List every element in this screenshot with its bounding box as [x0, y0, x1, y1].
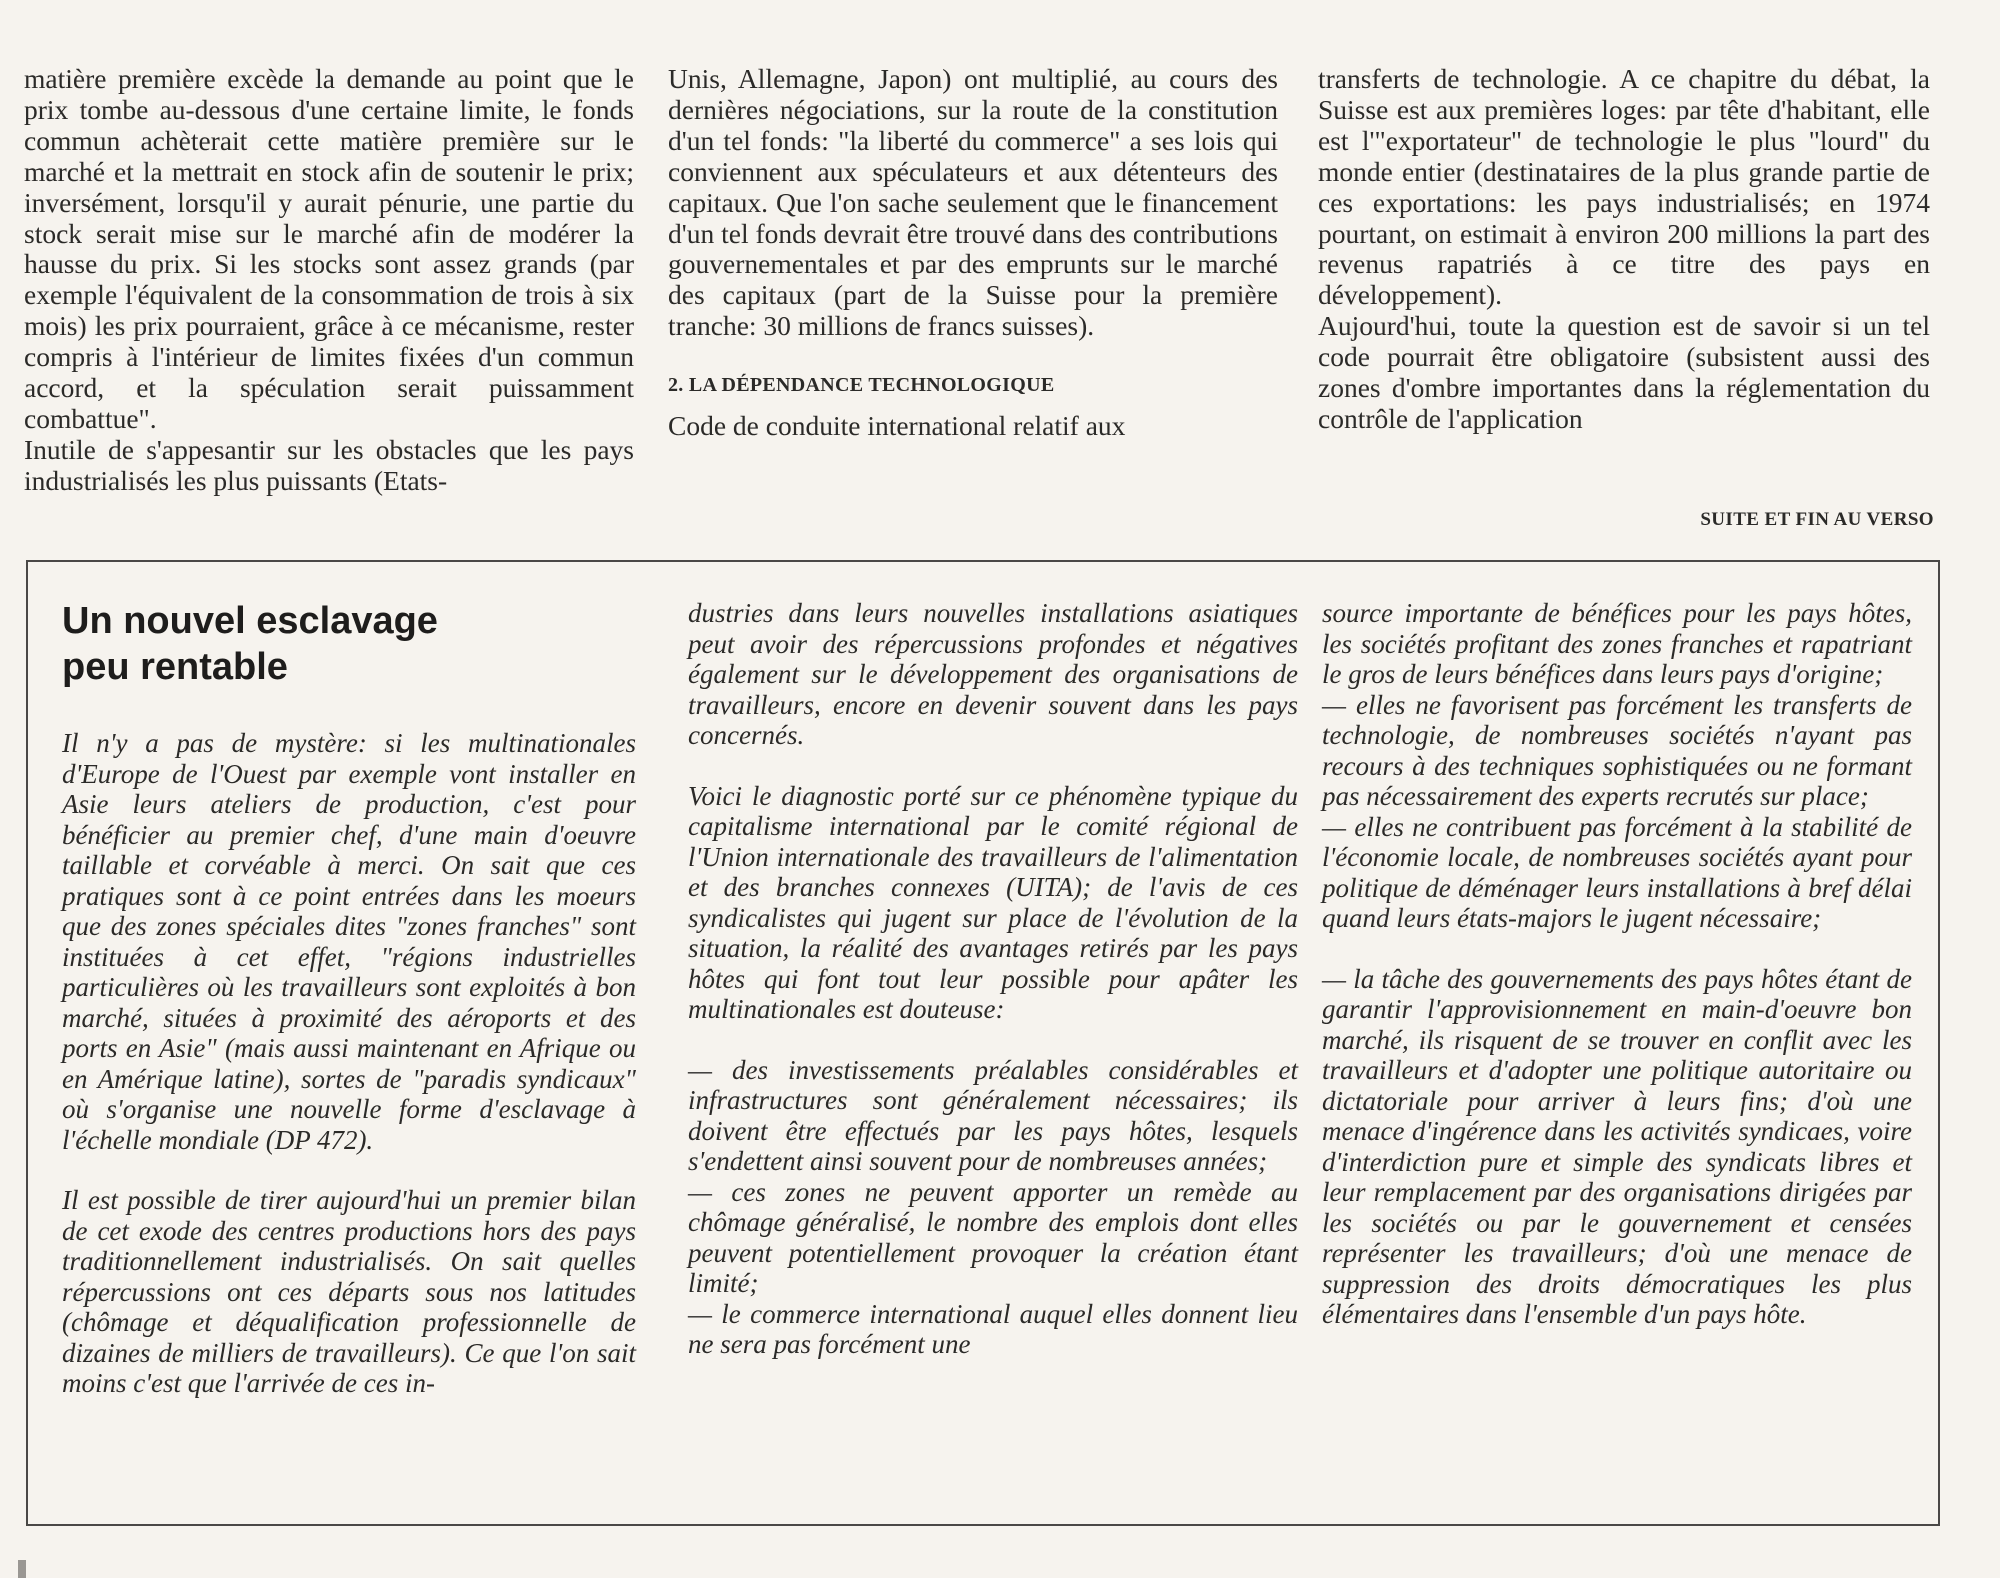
section-heading: 2. LA DÉPENDANCE TECHNOLOGIQUE: [668, 374, 1055, 397]
article-paragraph: Unis, Allemagne, Japon) ont multiplié, au cours des dernières négociations, sur la route de la constitution d'un tel fonds: "la liberté du commerce" a ses lois qui conviennent aux spéculateurs et aux détenteurs des capitaux. Que l'on sache seulement que le financement d'un tel fonds devrait être trouvé dans des contributions gouvernementales et par des emprunts sur le marché des capitaux (part de la Suisse pour la première tranche: 30 millions de francs suisses).: [668, 63, 1278, 342]
page-edge-mark: [18, 1560, 26, 1578]
box-list-item: — elles ne contribuent pas forcément à la stabilité de l'économie locale, de nombreuses sociétés ayant pour politique de déménager leurs installations à bref délai quand leurs états-majors le jugent nécessaire;: [1322, 811, 1912, 933]
sidebar-box: [26, 560, 1940, 1526]
article-column-3: [1318, 64, 1930, 435]
box-title-line-1: Un nouvel esclavage: [62, 600, 438, 642]
box-paragraph: dustries dans leurs nouvelles installations asiatiques peut avoir des répercussions profondes et négatives également sur le développement des organisations de travailleurs, encore en devenir souvent dans les pays concernés.: [688, 598, 1298, 750]
box-column-2: [688, 598, 1298, 1360]
box-list-item: — la tâche des gouvernements des pays hôtes étant de garantir l'approvisionnement en main-d'oeuvre bon marché, ils risquent de se trouver en conflit avec les travailleurs et d'adopter une politique autoritaire ou dictatoriale pour arriver à leurs fins; d'où une menace d'ingérence dans les activités syndicaes, voire d'interdiction pure et simple des syndicats libres et leur remplacement par des organisations dirigées par les sociétés ou par le gouvernement et censées représenter les travailleurs; d'où une menace de suppression des droits démocratiques les plus élémentaires dans l'ensemble d'un pays hôte.: [1322, 963, 1912, 1329]
continued-note: SUITE ET FIN AU VERSO: [1700, 509, 1934, 530]
box-list-item: — le commerce international auquel elles donnent lieu ne sera pas forcément une: [688, 1298, 1298, 1359]
article-paragraph: Code de conduite international relatif aux: [668, 410, 1126, 442]
box-list-item: — ces zones ne peuvent apporter un remède au chômage généralisé, le nombre des emplois dont elles peuvent potentiellement provoquer la création étant limité;: [688, 1176, 1298, 1298]
box-list-item: — elles ne favorisent pas forcément les transferts de technologie, de nombreuses sociétés n'ayant pas recours à des techniques sophistiquées ou ne formant pas nécessairement des experts recrutés sur place;: [1322, 689, 1912, 811]
box-paragraph: source importante de bénéfices pour les pays hôtes, les sociétés profitant des zones franches et rapatriant le gros de leurs bénéfices dans leurs pays d'origine;: [1322, 598, 1912, 689]
article-paragraph: Inutile de s'appesantir sur les obstacles que les pays industrialisés les plus puissants (Etats-: [24, 433, 634, 496]
box-paragraph: Voici le diagnostic porté sur ce phénomène typique du capitalisme international par le comité régional de l'Union internationale des travailleurs de l'alimentation et des branches connexes (UITA); de l'avis de ces syndicalistes qui jugent sur place de l'évolution de la situation, la réalité des avantages retirés par les pays hôtes qui font tout leur possible pour apâter les multinationales est douteuse:: [688, 780, 1298, 1024]
box-title-line-2: peu rentable: [62, 646, 288, 688]
box-paragraph: Il n'y a pas de mystère: si les multinationales d'Europe de l'Ouest par exemple vont installer en Asie leurs ateliers de production, c'est pour bénéficier au premier chef, d'une main d'oeuvre taillable et corvéable à merci. On sait que ces pratiques sont à ce point entrées dans les moeurs que des zones spéciales dites "zones franches" sont instituées à cet effet, "régions industrielles particulières où les travailleurs sont exploités à bon marché, situées à proximité des aéroports et des ports en Asie" (mais aussi maintenant en Afrique ou en Amérique latine), sortes de "paradis syndicaux" où s'organise une nouvelle forme d'esclavage à l'échelle mondiale (DP 472).: [62, 728, 636, 1155]
article-paragraph: Aujourd'hui, toute la question est de savoir si un tel code pourrait être obligatoire (subsistent aussi des zones d'ombre importantes dans la réglementation du contrôle de l'application: [1318, 310, 1930, 434]
article-column-1: [24, 64, 634, 497]
article-paragraph: matière première excède la demande au point que le prix tombe au-dessous d'une certaine limite, le fonds commun achèterait cette matière première sur le marché et la mettrait en stock afin de soutenir le prix; inversément, lorsqu'il y aurait pénurie, une partie du stock serait mise sur le marché afin de modérer la hausse du prix. Si les stocks sont assez grands (par exemple l'équivalent de la consommation de trois à six mois) les prix pourraient, grâce à ce mécanisme, rester compris à l'intérieur de limites fixées d'un commun accord, et la spéculation serait puissamment combattue".: [24, 63, 634, 434]
box-paragraph: Il est possible de tirer aujourd'hui un premier bilan de cet exode des centres productions hors des pays traditionnellement industrialisés. On sait quelles répercussions ont ces départs sous nos latitudes (chômage et déqualification professionnelle de dizaines de milliers de travailleurs). Ce que l'on sait moins c'est que l'arrivée de ces in-: [62, 1185, 636, 1398]
box-list-item: — des investissements préalables considérables et infrastructures sont généralement nécessaires; ils doivent être effectués par les pays hôtes, lesquels s'endettent ainsi souvent pour de nombreuses années;: [688, 1054, 1298, 1176]
article-paragraph: transferts de technologie. A ce chapitre du débat, la Suisse est aux premières loges: par tête d'habitant, elle est l'"exportateur" de technologie le plus "lourd" du monde entier (destinataires de la plus grande partie de ces exportations: les pays industrialisés; en 1974 pourtant, on estimait à environ 200 millions la part des revenus rapatriés à ce titre des pays en développement).: [1318, 63, 1930, 311]
box-title: [62, 598, 636, 690]
box-column-1: [62, 598, 636, 1399]
box-column-3: [1322, 598, 1912, 1330]
article-column-2: [668, 64, 1278, 442]
